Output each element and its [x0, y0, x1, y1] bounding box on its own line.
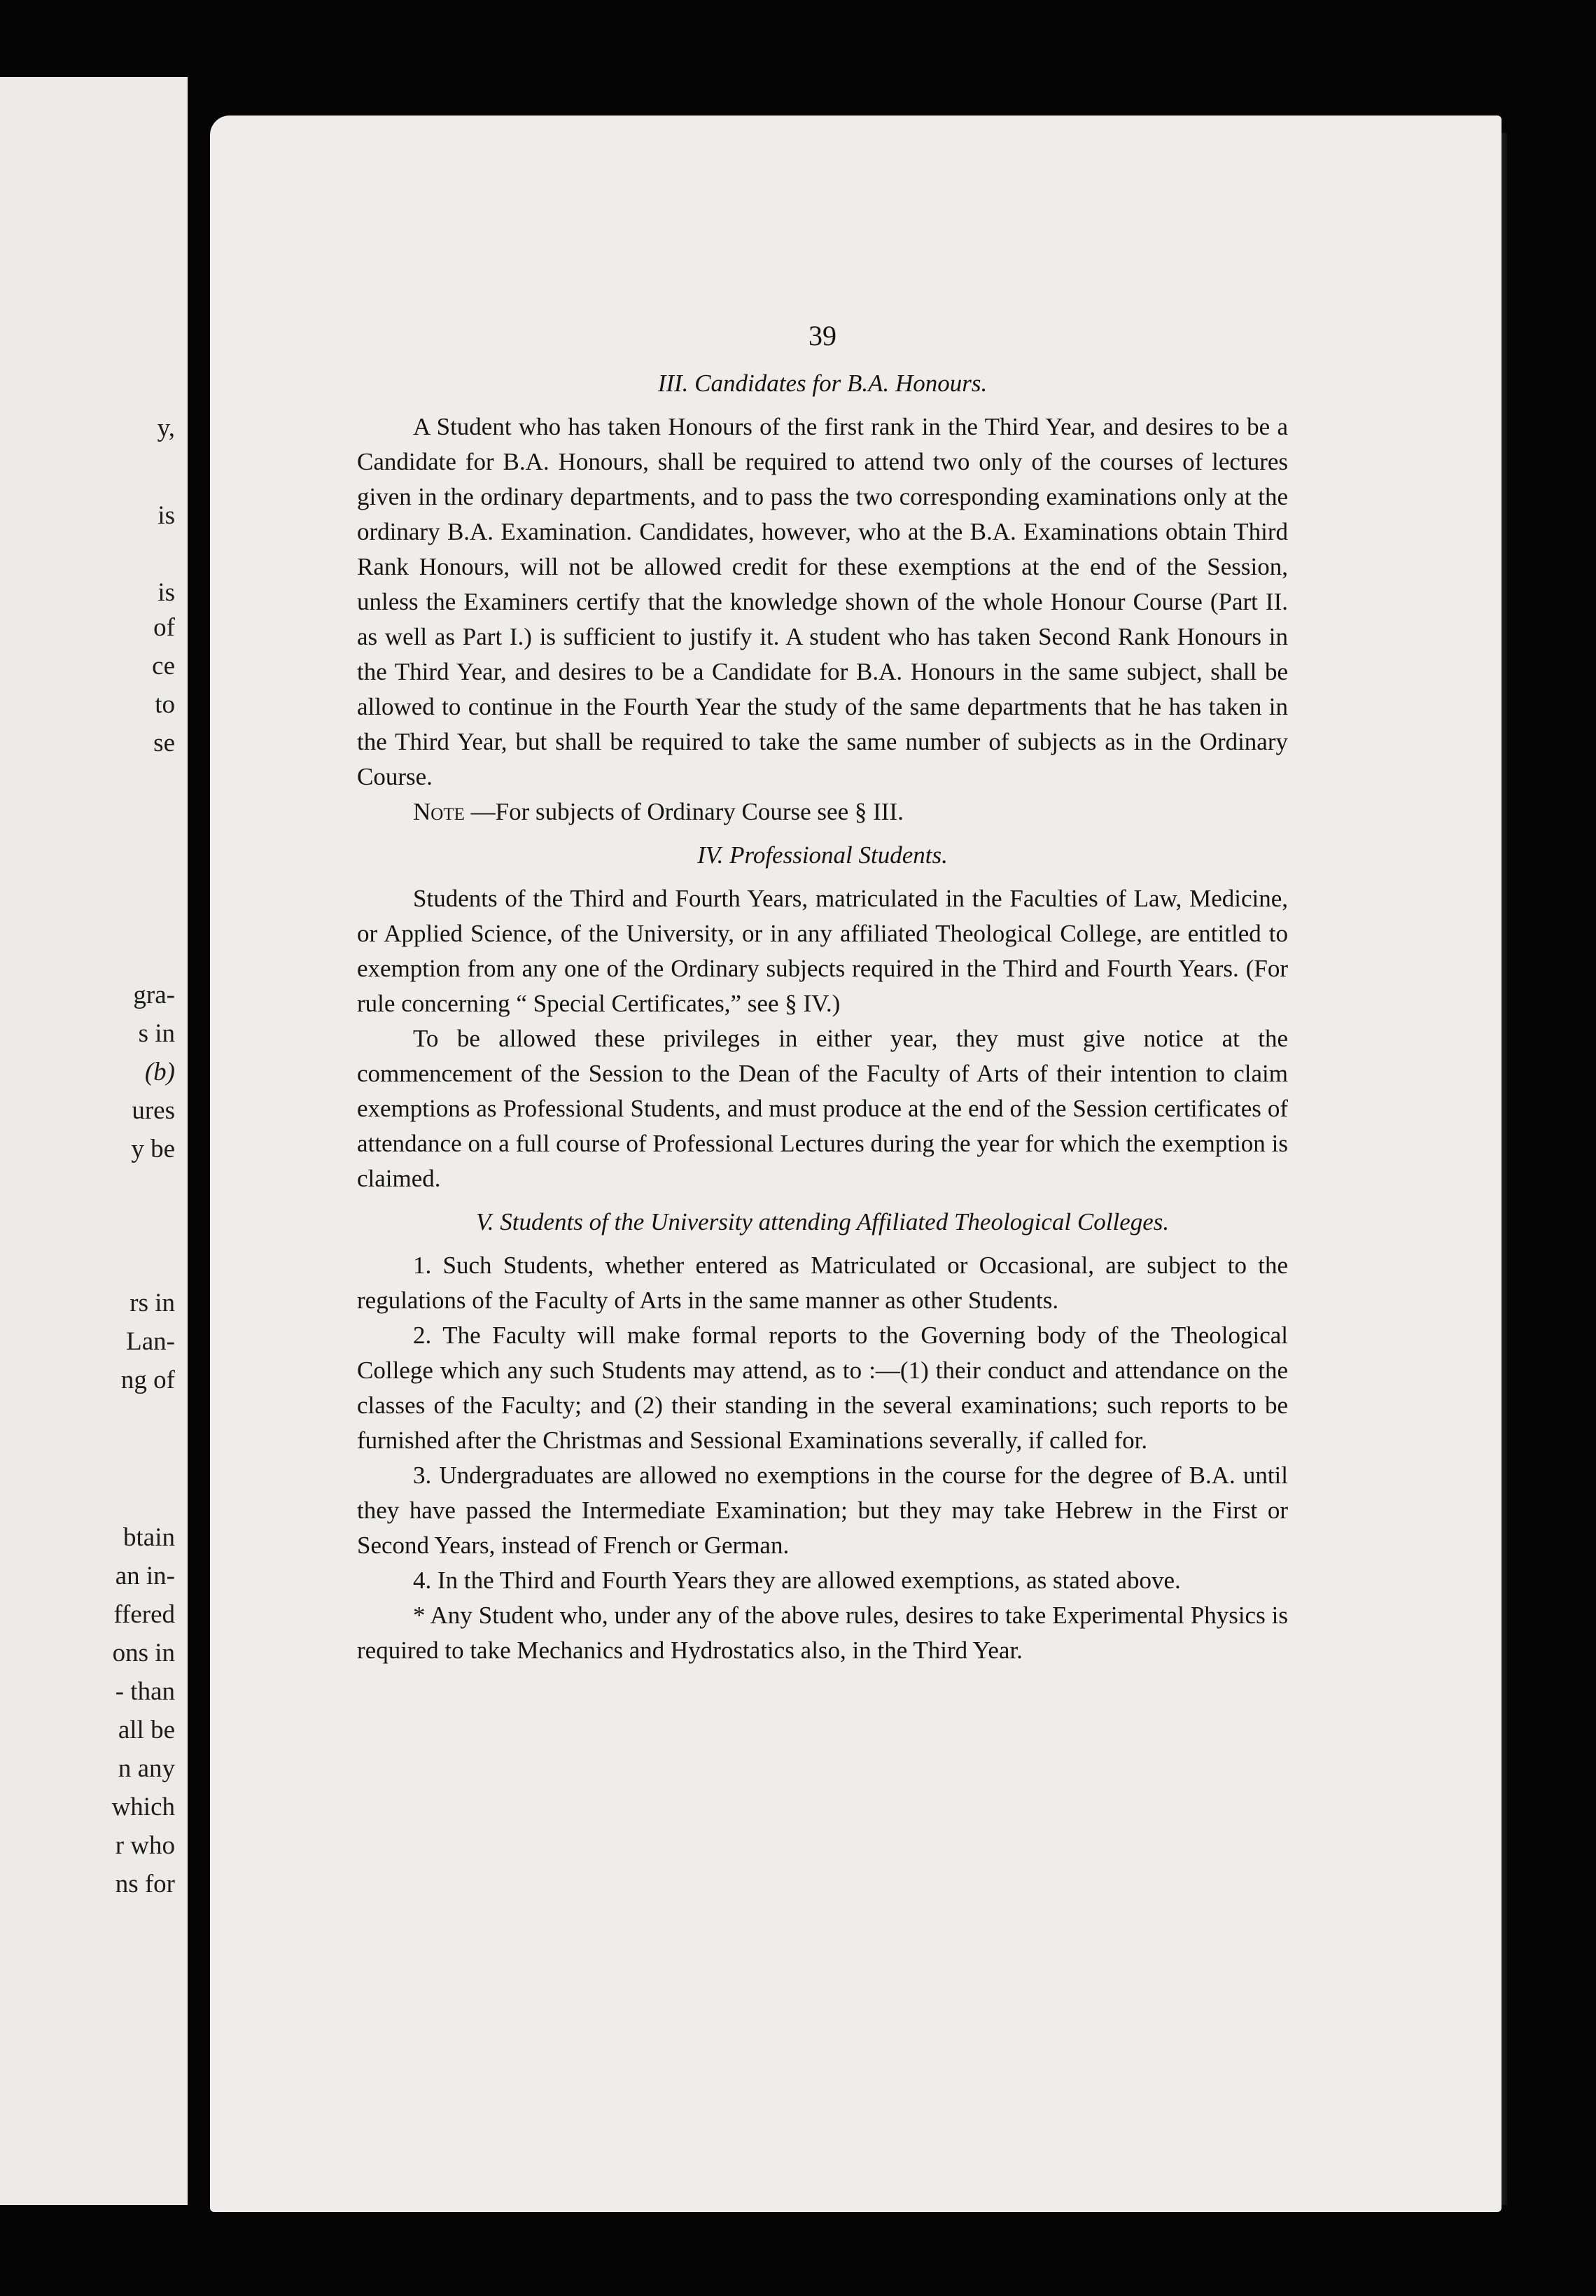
note-text: —For subjects of Ordinary Course see § III.	[464, 798, 904, 825]
note	[357, 794, 1288, 830]
page-number: 39	[808, 320, 836, 351]
facing-page-text: ffered	[113, 1600, 175, 1629]
facing-page-text: (b)	[144, 1058, 175, 1086]
facing-page-text: is	[158, 501, 175, 530]
section-heading-theological: V. Students of the University attending Affiliated Theological Colleges.	[475, 1208, 1170, 1236]
facing-page-text: an in-	[115, 1562, 175, 1590]
facing-page-text: ce	[152, 652, 175, 680]
facing-page-text: ures	[132, 1096, 175, 1125]
paragraph: Students of the Third and Fourth Years, matriculated in the Faculties of Law, Medicine, or Applied Science, of the University, or in any affiliated Theological College, are entitled to exemption from any one of the Ordinary subjects required in the Third and Fourth Years. (For rule concerning “ Special Certificates,” see § IV.)	[357, 885, 1288, 1017]
paragraph: 4. In the Third and Fourth Years they are allowed exemptions, as stated above.	[413, 1567, 1181, 1594]
facing-page-text: Lan-	[126, 1327, 175, 1356]
facing-page	[0, 77, 188, 2205]
section-heading-honours: III. Candidates for B.A. Honours.	[657, 370, 988, 397]
facing-page-text: to	[155, 690, 175, 719]
paragraph: A Student who has taken Honours of the first rank in the Third Year, and desires to be a Candidate for B.A. Honours, shall be required to attend two only of the courses of lectures given in the ordinary departments, and to pass the two corresponding examinations only at the ordinary B.A. Examination. Candidates, however, who at the B.A. Examinations obtain Third Rank Honours, will not be allowed credit for these exemptions at the end of the Session, unless the Examiners certify that the knowledge shown of the whole Honour Course (Part II. as well as Part I.) is sufficient to justify it. A student who has taken Second Rank Honours in the Third Year, and desires to be a Candidate for B.A. Honours in the same subject, shall be allowed to continue in the Fourth Year the study of the same departments that he has taken in the Third Year, but shall be required to take the same number of subjects as in the Ordinary Course.	[357, 413, 1288, 790]
facing-page-text: - than	[115, 1677, 175, 1706]
facing-page-text: btain	[123, 1523, 175, 1552]
facing-page-text: s in	[138, 1019, 175, 1048]
facing-page-text: ons in	[112, 1639, 175, 1667]
paragraph: 3. Undergraduates are allowed no exemptions in the course for the degree of B.A. until they have passed the Intermediate Examination; but they may take Hebrew in the First or Second Years, instead of French or German.	[357, 1462, 1288, 1559]
facing-page-text: ng of	[120, 1366, 175, 1394]
facing-page-text: of	[153, 613, 175, 642]
section-heading-professional: IV. Professional Students.	[697, 841, 948, 869]
facing-page-text: gra-	[133, 981, 175, 1009]
paragraph: 2. The Faculty will make formal reports to the Governing body of the Theological College which any such Students may attend, as to :—(1) their conduct and attendance on the classes of the Faculty; and (2) their standing in the several examinations; such reports to be furnished after the Christmas and Sessional Examinations severally, if called for.	[357, 1322, 1288, 1454]
facing-page-text: n any	[118, 1754, 175, 1783]
paragraph: 1. Such Students, whether entered as Matriculated or Occasional, are subject to the regulations of the Faculty of Arts in the same manner as other Students.	[357, 1252, 1288, 1314]
facing-page-text: which	[111, 1793, 175, 1821]
paragraph: * Any Student who, under any of the above rules, desires to take Experimental Physics is required to take Mechanics and Hydrostatics also, in the Third Year.	[357, 1602, 1288, 1664]
facing-page-text: is	[158, 578, 175, 607]
facing-page-text: y be	[131, 1135, 175, 1163]
facing-page-text: rs in	[130, 1289, 175, 1317]
page-content	[357, 318, 1288, 1668]
paragraph: To be allowed these privileges in either year, they must give notice at the commencement of the Session to the Dean of the Faculty of Arts of their intention to claim exemptions as Professional Students, and must produce at the end of the Session certificates of attendance on a full course of Professional Lectures during the year for which the exemption is claimed.	[357, 1025, 1288, 1192]
facing-page-text: ns for	[115, 1870, 175, 1898]
facing-page-text: y,	[157, 414, 175, 442]
facing-page-text: se	[153, 729, 175, 757]
note-label: Note	[413, 798, 465, 825]
facing-page-text: r who	[115, 1831, 175, 1860]
document-page	[210, 115, 1502, 2212]
facing-page-text: all be	[118, 1716, 175, 1744]
